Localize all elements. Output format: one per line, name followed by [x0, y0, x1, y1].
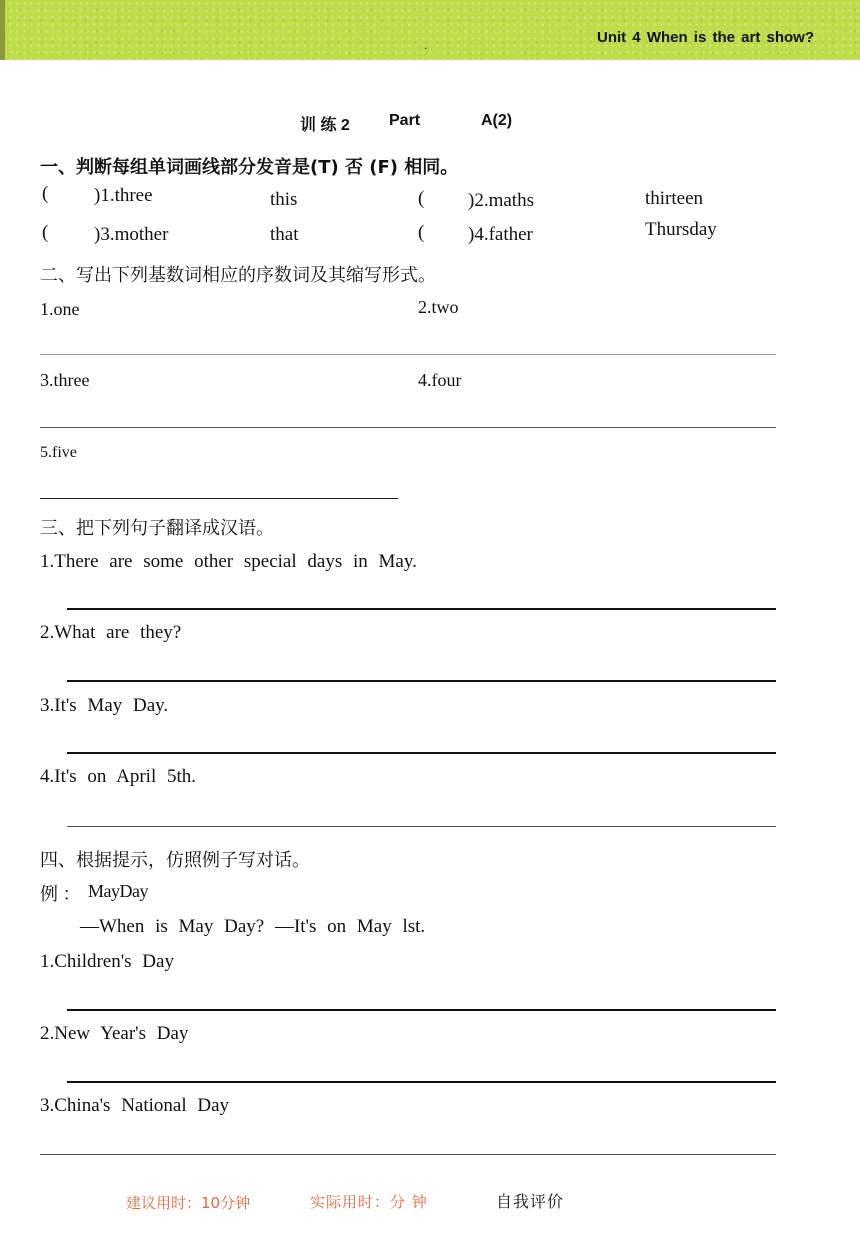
answer-line — [40, 498, 398, 499]
example-label: 例 ： — [40, 884, 81, 904]
item1-pair: this — [270, 189, 298, 210]
sentence-4: 4.It's on April 5th. — [40, 766, 197, 787]
item3-word: )3.mother — [94, 224, 169, 245]
exercise-part: Part — [389, 112, 421, 129]
example-dialog: —When is May Day? —It's on May lst. — [80, 916, 426, 937]
item4-pair: Thursday — [645, 219, 717, 240]
answer-line — [40, 354, 776, 355]
section4-heading: 四、根据提示，仿照例子写对话。 — [40, 850, 310, 871]
answer-line — [67, 680, 776, 682]
example-prompt: MayDay — [88, 881, 148, 901]
item1-paren: ( — [42, 183, 49, 204]
ordinal-item-2: 2.two — [418, 297, 459, 317]
item3-pair: that — [270, 224, 299, 245]
item1-word: )1.three — [94, 185, 153, 206]
item2-word: )2.maths — [468, 190, 534, 211]
sentence-2: 2.What are they? — [40, 622, 182, 643]
unit-title: Unit 4 When is the art show? — [596, 29, 814, 46]
section2-heading: 二、写出下列基数词相应的序数词及其缩写形式。 — [40, 265, 436, 286]
item3-paren: ( — [42, 222, 49, 243]
sentence-1: 1.There are some other special days in May. — [40, 551, 417, 572]
dialog-item-1: 1.Children's Day — [40, 951, 174, 972]
ordinal-item-1: 1.one — [40, 299, 80, 319]
ordinal-item-4: 4.four — [418, 370, 462, 390]
dialog-item-2: 2.New Year's Day — [40, 1023, 189, 1044]
ordinal-item-3: 3.three — [40, 370, 90, 390]
self-evaluation: 自我评价 — [496, 1192, 565, 1211]
exercise-label: 训 练 2 — [300, 117, 350, 134]
item2-paren: ( — [418, 188, 425, 209]
answer-line — [40, 1154, 776, 1155]
exercise-code: A(2) — [481, 112, 513, 129]
header-band — [0, 0, 860, 60]
header-edge — [0, 0, 5, 60]
ordinal-item-5: 5.five — [40, 444, 77, 461]
answer-line — [67, 1081, 776, 1083]
sentence-3: 3.It's May Day. — [40, 695, 169, 716]
answer-line — [40, 427, 776, 428]
dialog-item-3: 3.China's National Day — [40, 1095, 230, 1116]
section3-heading: 三、把下列句子翻译成汉语。 — [40, 518, 274, 539]
item2-pair: thirteen — [645, 188, 704, 209]
actual-time: 实际用时：分 钟 — [310, 1193, 428, 1211]
section1-heading: 一、判断每组单词画线部分发音是(T) 否 (F) 相同。 — [40, 157, 459, 178]
item4-paren: ( — [418, 222, 425, 243]
suggested-time: 建议用时：10分钟 — [126, 1194, 251, 1212]
answer-line — [67, 752, 776, 754]
item4-word: )4.father — [468, 224, 533, 245]
answer-line — [67, 826, 776, 827]
header-dot: . — [424, 38, 428, 52]
answer-line — [67, 608, 776, 610]
answer-line — [67, 1009, 776, 1011]
